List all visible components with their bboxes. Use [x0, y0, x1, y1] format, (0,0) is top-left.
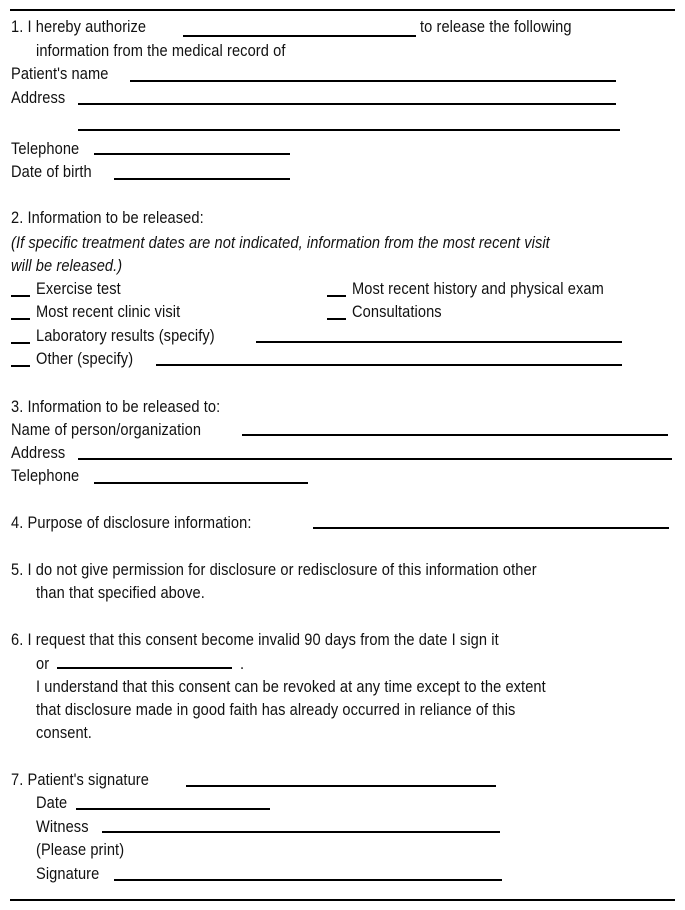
please-print-note: (Please print): [36, 840, 125, 859]
lab-results-checkbox[interactable]: [11, 342, 30, 344]
s1-line2: information from the medical record of: [36, 41, 286, 60]
patient-signature-label: 7. Patient's signature: [11, 770, 149, 789]
consultations-label: Consultations: [352, 302, 442, 321]
bottom-rule: [10, 899, 675, 901]
date-field[interactable]: [76, 808, 270, 810]
dob-field[interactable]: [114, 178, 290, 180]
s1-authorize-label: 1. I hereby authorize: [11, 17, 147, 36]
s6-line-5: consent.: [36, 723, 92, 742]
telephone-field[interactable]: [94, 153, 290, 155]
witness-label: Witness: [36, 817, 89, 836]
telephone-label: Telephone: [11, 139, 80, 158]
clinic-visit-label: Most recent clinic visit: [36, 302, 181, 321]
name-org-field[interactable]: [242, 434, 668, 436]
dob-label: Date of birth: [11, 162, 92, 181]
exercise-test-label: Exercise test: [36, 279, 121, 298]
s5-line-2: than that specified above.: [36, 583, 205, 602]
other-checkbox[interactable]: [11, 365, 30, 367]
witness-signature-field[interactable]: [114, 879, 502, 881]
s2-note-1: (If specific treatment dates are not indicated, information from the most recent visit: [11, 233, 550, 252]
recipient-telephone-field[interactable]: [94, 482, 308, 484]
s3-heading: 3. Information to be released to:: [11, 397, 221, 416]
signature-label: Signature: [36, 864, 100, 883]
recipient-telephone-label: Telephone: [11, 466, 80, 485]
consultations-checkbox[interactable]: [327, 318, 346, 320]
purpose-field[interactable]: [313, 527, 669, 529]
s6-or: or: [36, 654, 50, 673]
witness-field[interactable]: [102, 831, 500, 833]
s6-line-4: that disclosure made in good faith has already occurred in reliance of this: [36, 700, 516, 719]
s1-release-label: to release the following: [420, 17, 572, 36]
s2-note-2: will be released.): [11, 256, 123, 275]
clinic-visit-checkbox[interactable]: [11, 318, 30, 320]
patient-signature-field[interactable]: [186, 785, 496, 787]
other-label: Other (specify): [36, 349, 134, 368]
recipient-address-label: Address: [11, 443, 66, 462]
lab-results-field[interactable]: [256, 341, 622, 343]
s4-purpose-label: 4. Purpose of disclosure information:: [11, 513, 252, 532]
s5-line-1: 5. I do not give permission for disclosure or redisclosure of this information other: [11, 560, 537, 579]
date-label: Date: [36, 793, 68, 812]
history-exam-label: Most recent history and physical exam: [352, 279, 604, 298]
top-rule: [10, 9, 675, 11]
s6-line-1: 6. I request that this consent become invalid 90 days from the date I sign it: [11, 630, 499, 649]
address-label: Address: [11, 88, 66, 107]
patient-name-field[interactable]: [130, 80, 616, 82]
other-field[interactable]: [156, 364, 622, 366]
s6-period: .: [240, 654, 245, 673]
name-org-label: Name of person/organization: [11, 420, 202, 439]
s2-heading: 2. Information to be released:: [11, 208, 204, 227]
address-field-1[interactable]: [78, 103, 616, 105]
recipient-address-field[interactable]: [78, 458, 672, 460]
exercise-test-checkbox[interactable]: [11, 295, 30, 297]
invalid-date-field[interactable]: [57, 667, 232, 669]
lab-results-label: Laboratory results (specify): [36, 326, 215, 345]
patient-name-label: Patient's name: [11, 64, 109, 83]
address-field-2[interactable]: [78, 129, 620, 131]
history-exam-checkbox[interactable]: [327, 295, 346, 297]
s6-line-3: I understand that this consent can be revoked at any time except to the extent: [36, 677, 546, 696]
authorized-party-field[interactable]: [183, 35, 416, 37]
